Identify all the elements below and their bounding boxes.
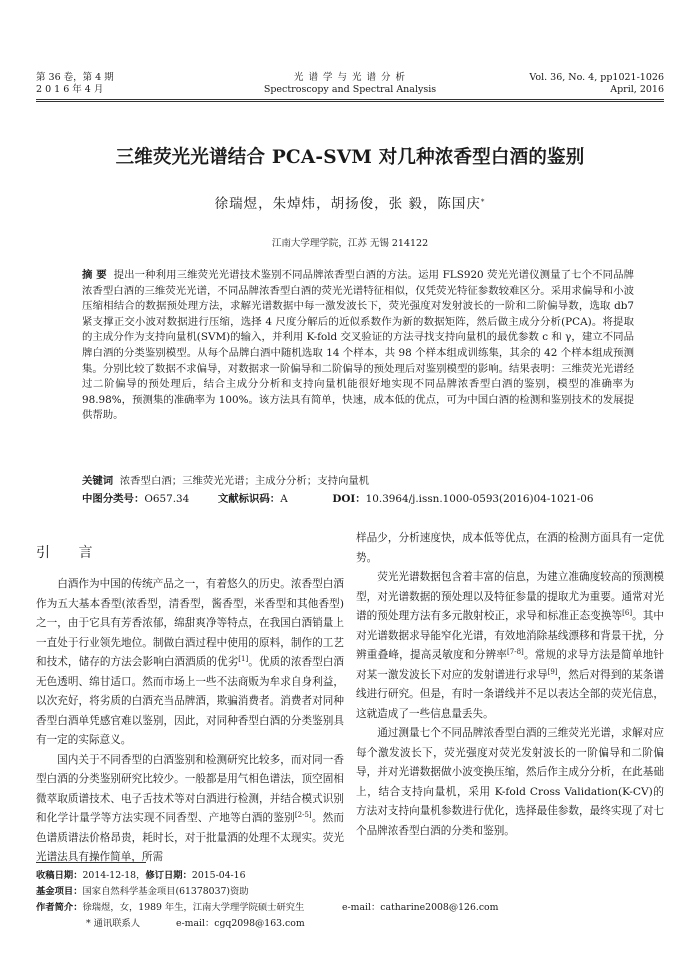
corresponding-mark: * xyxy=(480,198,486,206)
intro-p3-text: 荧光光谱数据包含着丰富的信息，为建立准确度较高的预测模型，对光谱数据的预处理以及特征参量的提取尤为重要。通常对光谱的预处理方法有多元散射校正，求导和标准正态变换等 xyxy=(356,571,664,622)
intro-paragraph-3 xyxy=(356,568,664,724)
affiliation: 江南大学理学院，江苏 无锡 214122 xyxy=(271,238,429,249)
section-title: 引 言 xyxy=(36,545,105,561)
keywords xyxy=(82,474,369,489)
abstract xyxy=(82,268,634,424)
keywords-text: 浓香型白酒；三维荧光光谱；主成分分析；支持向量机 xyxy=(119,475,370,487)
left-column xyxy=(36,575,344,868)
authors xyxy=(0,192,700,212)
citation: [1] xyxy=(238,655,249,663)
intro-p1-text: 白酒作为中国的传统产品之一，有着悠久的历史。浓香型白酒作为五大基本香型(浓香型，清香型，酱香型，米香型和其他香型)之一，由于它具有芳香浓郁，绵甜爽净等特点，在我国白酒销量上一直处于行业领先地位。制做白酒过程中使用的原料，制作的工艺和技术，储存的方法会影响白酒酒质的优劣 xyxy=(36,578,344,668)
author-bio xyxy=(36,900,304,916)
revised-label: 修订日期： xyxy=(145,870,192,881)
intro-p3-mid: 。其中对光谱数据求导能窄化光谱，有效地消除基线漂移和背景干扰，分辨重叠峰，提高灵敏度和分辨率 xyxy=(356,610,664,661)
author-email: e-mail：catharine2008@126.com xyxy=(342,902,499,913)
clc-label: 中图分类号： xyxy=(82,493,145,505)
corresponding-email: e-mail：cgq2098@163.com xyxy=(176,918,305,929)
citation: [9] xyxy=(547,667,558,676)
doc-code-label: 文献标识码： xyxy=(217,493,281,505)
revised-value: 2015-04-16 xyxy=(191,870,246,881)
intro-paragraph-1 xyxy=(36,575,344,751)
citation: [2-5] xyxy=(294,811,312,819)
fund xyxy=(36,884,249,900)
clc-value: O657.34 xyxy=(144,493,190,505)
intro-paragraph-continued: 样品少，分析速度快，成本低等优点，在酒的检测方面具有一定优势。 xyxy=(356,532,664,564)
intro-paragraph-4: 通过测量七个不同品牌浓香型白酒的三维荧光光谱，求解对应每个激发波长下，荧光强度对荧光发射波长的一阶偏导和二阶偏导，并对光谱数据做小波变换压缩，然后作主成分分析，在此基础上，结合支持向量机，采用 K-fold Cross Validation(K-CV)的方法对支持向量机参数进行优化，选择最佳参数，最终实现了对七个品牌浓香型白酒的分类和鉴别。 xyxy=(356,727,664,837)
fund-value: 国家自然科学基金项目(61378037)资助 xyxy=(82,886,249,897)
author-bio-label: 作者简介： xyxy=(36,902,83,913)
volume-cn: 第 36 卷，第 4 期 xyxy=(36,72,114,83)
journal-title-cn: 光 谱 学 与 光 谱 分 析 xyxy=(293,72,407,83)
intro-paragraph-2 xyxy=(36,751,344,868)
right-column xyxy=(356,529,664,841)
journal-title-en: Spectroscopy and Spectral Analysis xyxy=(263,84,437,95)
received-date xyxy=(36,868,246,884)
intro-p1-end: 。优质的浓香型白酒无色透明、绵甘适口。然而市场上一些不法商贩为牟求自身利益，以次充好，将劣质的白酒充当品牌酒，欺骗消费者。消费者对同种香型白酒单凭感官难以鉴别，因此，对同种香型白酒的分类鉴别具有一定的实际意义。 xyxy=(36,656,344,746)
intro-p3-end: ，然后对得到的某条谱线进行研究。但是，有时一条谱线并不足以表达全部的荧光信息，这就造成了一些信息量丢失。 xyxy=(356,668,665,720)
doi-value: 10.3964/j.issn.1000-0593(2016)04-1021-06 xyxy=(365,493,594,505)
abstract-text: 提出一种利用三维荧光光谱技术鉴别不同品牌浓香型白酒的方法。运用 FLS920 荧光光谱仪测量了七个不同品牌浓香型白酒的三维荧光光谱，不同品牌浓香型白酒的荧光光谱特征相似，仅凭荧光特征参数较难区分。采用求偏导和小波压缩相结合的数据预处理方法，求解光谱数据中每一激发波长下，荧光强度对发射波长的一阶和二阶偏导数，选取 db7 紧支撑正交小波对数据进行压缩，选择 4 尺度分解后的近似系数作为新的数据矩阵，然后做主成分分析(PCA)。将提取的主成分作为支持向量机(SVM)的输入，并利用 K-fold 交叉验证的方法寻找支持向量机的最优参数 c 和 γ，建立不同品牌白酒的分类鉴别模型。从每个品牌白酒中随机选取 14 个样本，共 98 个样本组成训练集，其余的 42 个样本组成预测集。分别比较了数据不求偏导，对数据求一阶偏导和二阶偏导的预处理后对鉴别模型的影响。结果表明：三维荧光光谱经过二阶偏导的预处理后，结合主成分分析和支持向量机能很好地实现不同品牌浓香型白酒的鉴别，模型的准确率为 98.98%，预测集的准确率为 100%。该方法具有简单，快速，成本低的优点，可为中国白酒的检测和鉴别技术的发展提供帮助。 xyxy=(82,269,635,422)
date-cn: 2 0 1 6 年 4 月 xyxy=(36,84,104,95)
paper-title: 三维荧光光谱结合 PCA-SVM 对几种浓香型白酒的鉴别 xyxy=(115,147,585,168)
header-rule xyxy=(36,99,664,100)
footnote-rule xyxy=(36,862,146,863)
header-rule-double xyxy=(36,101,664,102)
received-value: 2014-12-18， xyxy=(82,870,146,881)
keywords-label: 关键词 xyxy=(82,475,114,487)
author-bio-value: 徐瑞煜，女，1989 年生，江南大学理学院硕士研究生 xyxy=(82,902,305,913)
abstract-label: 摘 要 xyxy=(82,269,107,281)
date-en: April, 2016 xyxy=(610,84,664,95)
citation: [7-8] xyxy=(507,648,524,656)
intro-p2-text: 国内关于不同香型的白酒鉴别和检测研究比较多，而对同一香型白酒的分类鉴别研究比较少。一般都是用气相色谱法，顶空固相微萃取质谱技术、电子舌技术等对白酒进行检测，并结合模式识别和化学计量学等方法实现不同香型、产地等白酒的鉴别 xyxy=(36,753,344,824)
author-list: 徐瑞煜，朱焯炜，胡扬俊，张 毅，陈国庆 xyxy=(214,196,481,212)
fund-label: 基金项目： xyxy=(36,886,83,897)
classification xyxy=(82,492,634,507)
citation: [6] xyxy=(622,609,633,617)
intro-p3-mid2: 。常规的求导方法是简单地针对某一激发波长下对应的发射谱进行求导 xyxy=(356,649,665,681)
corresponding-author: * 通讯联系人 xyxy=(86,918,141,929)
doi-label: DOI： xyxy=(332,493,366,505)
doc-code-value: A xyxy=(280,493,288,505)
volume-en: Vol. 36, No. 4, pp1021-1026 xyxy=(529,72,664,83)
intro-p2-end: 。然而色谱质谱法价格昂贵，耗时长，对于批量酒的处理不太现实。荧光光谱法具有操作简单，所需 xyxy=(36,812,345,863)
received-label: 收稿日期： xyxy=(36,870,83,881)
